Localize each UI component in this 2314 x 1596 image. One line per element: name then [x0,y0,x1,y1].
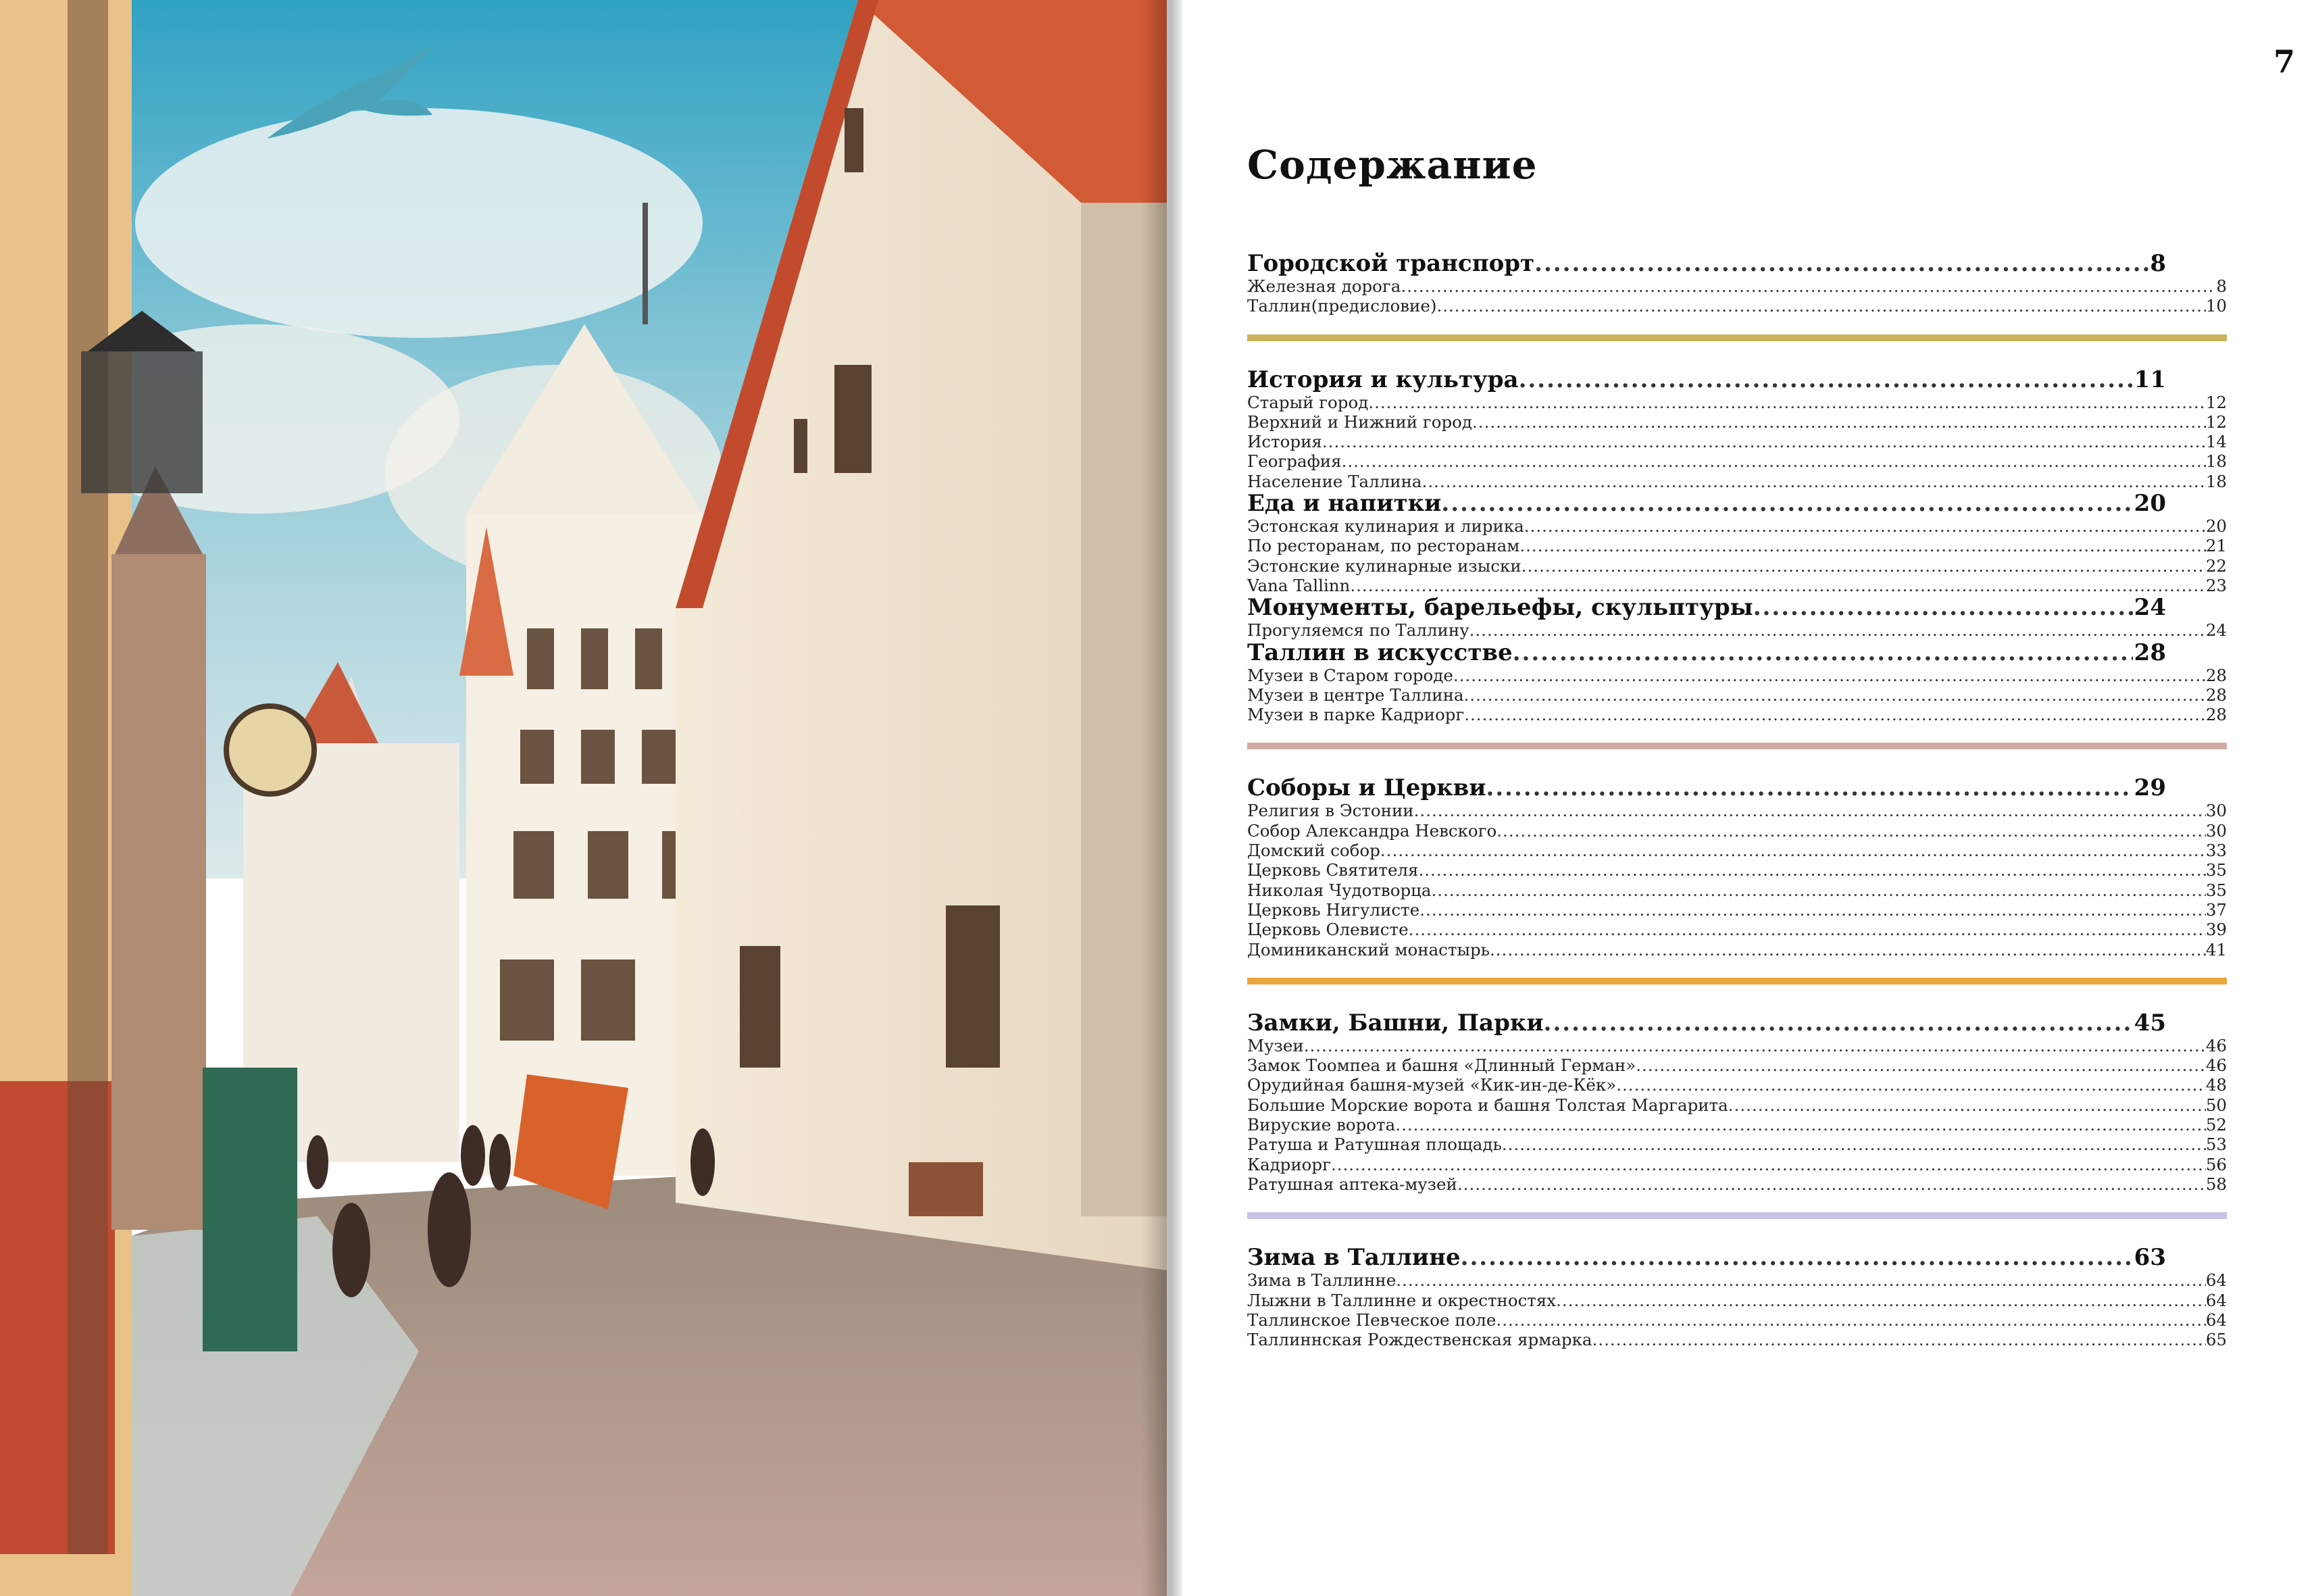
toc-item[interactable]: Население Таллина ..... 18 [1247,472,2227,491]
toc-item[interactable]: Вируские ворота ..... 52 [1247,1115,2227,1134]
toc-item[interactable]: Эстонские кулинарные изыски ..... 22 [1247,556,2227,576]
toc-item[interactable]: География ..... 18 [1247,451,2227,471]
toc-item[interactable]: Старый город ..... 12 [1247,393,2227,412]
toc-item[interactable]: Церковь Олевисте ..... 39 [1247,920,2227,939]
toc-item[interactable]: Церковь Святителя ..... 35 [1247,860,2227,880]
toc-item[interactable]: История ..... 14 [1247,432,2227,451]
toc-item[interactable]: Ратушная аптека-музей ..... 58 [1247,1174,2227,1194]
toc-heading[interactable]: Замки, Башни, Парки ..... 45 [1247,1011,2166,1036]
toc-item[interactable]: Музеи ..... 46 [1247,1036,2227,1055]
toc-item[interactable]: Собор Александра Невского ..... 30 [1247,821,2227,841]
toc-heading[interactable]: Таллин в искусстве ..... 28 [1247,641,2166,666]
toc-heading[interactable]: Зима в Таллине ..... 63 [1247,1245,2166,1270]
section-divider [1247,1212,2227,1219]
toc-item[interactable]: Замок Тоомпеа и башня «Длинный Герман» ..... 46 [1247,1055,2227,1075]
toc-item[interactable]: Железная дорога ..... 8 [1247,276,2227,296]
section-divider [1247,743,2227,749]
page-title: Содержание [1247,142,1538,188]
table-of-contents [1247,251,2227,1349]
toc-item[interactable]: Музеи в центре Таллина ..... 28 [1247,685,2227,705]
toc-item[interactable]: Домский собор ..... 33 [1247,841,2227,860]
page-number: 7 [2273,43,2295,80]
toc-item[interactable]: Доминиканский монастырь ..... 41 [1247,940,2227,959]
toc-item[interactable]: Музеи в парке Кадриорг ..... 28 [1247,705,2227,724]
toc-heading[interactable]: История и культура ..... 11 [1247,368,2166,393]
toc-item[interactable]: Музеи в Старом городе ..... 28 [1247,666,2227,685]
toc-item[interactable]: Церковь Нигулисте ..... 37 [1247,900,2227,920]
toc-item[interactable]: Религия в Эстонии ..... 30 [1247,801,2227,820]
toc-item[interactable]: Таллинское Певческое поле ..... 64 [1247,1310,2227,1330]
toc-item[interactable]: Ратуша и Ратушная площадь ..... 53 [1247,1134,2227,1154]
toc-item[interactable]: Кадриорг ..... 56 [1247,1155,2227,1174]
section-divider [1247,978,2227,984]
toc-item[interactable]: Эстонская кулинария и лирика ..... 20 [1247,516,2227,536]
toc-item[interactable]: Vana Tallinn ..... 23 [1247,576,2227,595]
toc-heading[interactable]: Еда и напитки ..... 20 [1247,491,2166,516]
toc-item[interactable]: Верхний и Нижний город ..... 12 [1247,412,2227,432]
toc-item[interactable]: Орудийная башня-музей «Кик-ин-де-Кёк» ..... 48 [1247,1075,2227,1095]
toc-item[interactable]: Большие Морские ворота и башня Толстая Маргарита ..... 50 [1247,1095,2227,1115]
toc-item[interactable]: Зима в Таллинне ..... 64 [1247,1270,2227,1290]
toc-item[interactable]: Таллиннская Рождественская ярмарка ..... 65 [1247,1330,2227,1349]
section-divider [1247,334,2227,341]
toc-item[interactable]: Прогуляемся по Таллину ..... 24 [1247,620,2227,640]
toc-heading[interactable]: Соборы и Церкви ..... 29 [1247,776,2166,801]
toc-item[interactable]: Лыжни в Таллинне и окрестностях ..... 64 [1247,1291,2227,1310]
contents-page [1182,0,2314,1596]
toc-heading[interactable]: Монументы, барельефы, скульптуры ..... 24 [1247,595,2166,620]
toc-item[interactable]: Таллин(предисловие) ..... 10 [1247,296,2227,316]
book-gutter-shadow [1142,0,1182,1596]
toc-item[interactable]: По ресторанам, по ресторанам ..... 21 [1247,536,2227,555]
toc-item[interactable]: Николая Чудотворца ..... 35 [1247,880,2227,900]
toc-heading[interactable]: Городской транспорт ..... 8 [1247,251,2166,276]
